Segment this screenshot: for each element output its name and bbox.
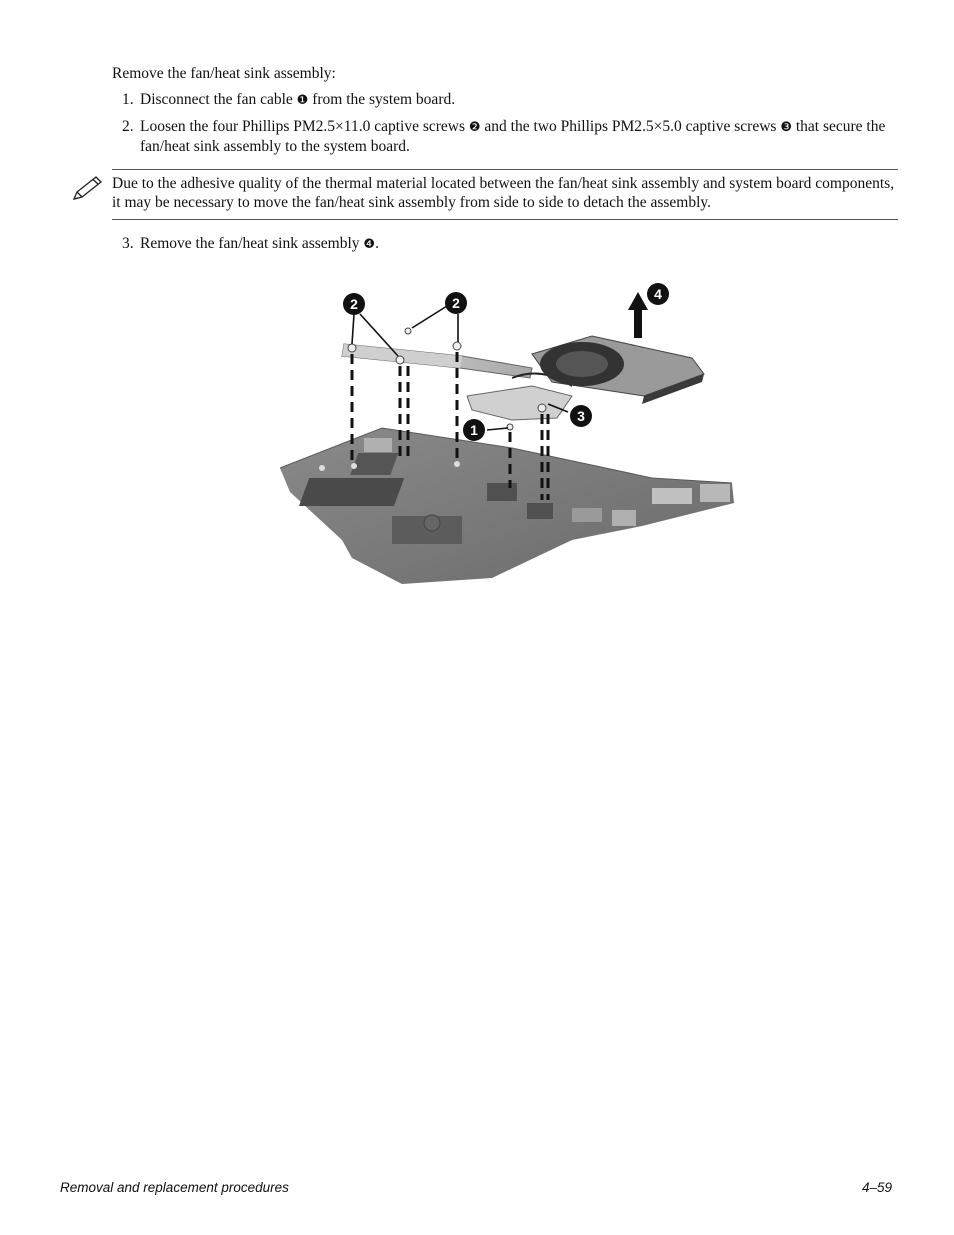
- footer-section-title: Removal and replacement procedures: [60, 1180, 289, 1195]
- callout-badge-2a: [343, 293, 365, 315]
- callout-3-glyph: ❸: [780, 120, 792, 135]
- step-text: Loosen the four Phillips PM2.5×11.0 captive screws: [140, 118, 469, 135]
- pencil-icon: [70, 173, 104, 203]
- step-number: 3.: [122, 235, 134, 252]
- callout-2-glyph: ❷: [468, 120, 481, 135]
- note-box: [112, 169, 898, 220]
- step-text: .: [375, 235, 379, 252]
- intro-text: Remove the fan/heat sink assembly:: [112, 65, 336, 82]
- step-text: from the system board.: [308, 91, 456, 108]
- step-text: Remove the fan/heat sink assembly: [140, 235, 364, 252]
- callout-badge-4: [647, 283, 669, 305]
- steps-list-top: [112, 90, 902, 163]
- callout-badge-3: [570, 405, 592, 427]
- system-board: [280, 428, 734, 584]
- step-text: and the two Phillips PM2.5×5.0 captive screws: [480, 118, 781, 135]
- step-text: Disconnect the fan cable: [140, 91, 297, 108]
- callout-label: 3: [577, 408, 585, 424]
- step-number: 1.: [122, 91, 134, 108]
- step-1: [112, 90, 902, 110]
- step-3: [112, 234, 902, 254]
- callout-4-glyph: ❹: [363, 237, 376, 252]
- note-text: Due to the adhesive quality of the thermal material located between the fan/heat sink assembly and system board components, it may be necessary to move the fan/heat sink assembly from side to side to detach the assembly.: [112, 175, 895, 211]
- step-2: [112, 117, 902, 156]
- step-number: 2.: [122, 118, 134, 135]
- callout-label: 1: [470, 422, 478, 438]
- callout-1-glyph: ❶: [296, 93, 309, 108]
- callout-badge-2b: [445, 292, 467, 314]
- lift-arrow-icon: [628, 292, 648, 338]
- callout-label: 2: [350, 296, 358, 312]
- callout-label: 2: [452, 295, 460, 311]
- steps-list-bottom: [112, 234, 902, 261]
- callout-label: 4: [654, 286, 662, 302]
- step-text: that secure the fan/heat sink assembly to the system board.: [140, 118, 886, 155]
- callout-badge-1: [463, 419, 485, 441]
- fan-heat-sink-removal-illustration: [272, 278, 742, 590]
- footer-page-number: 4–59: [861, 1180, 892, 1195]
